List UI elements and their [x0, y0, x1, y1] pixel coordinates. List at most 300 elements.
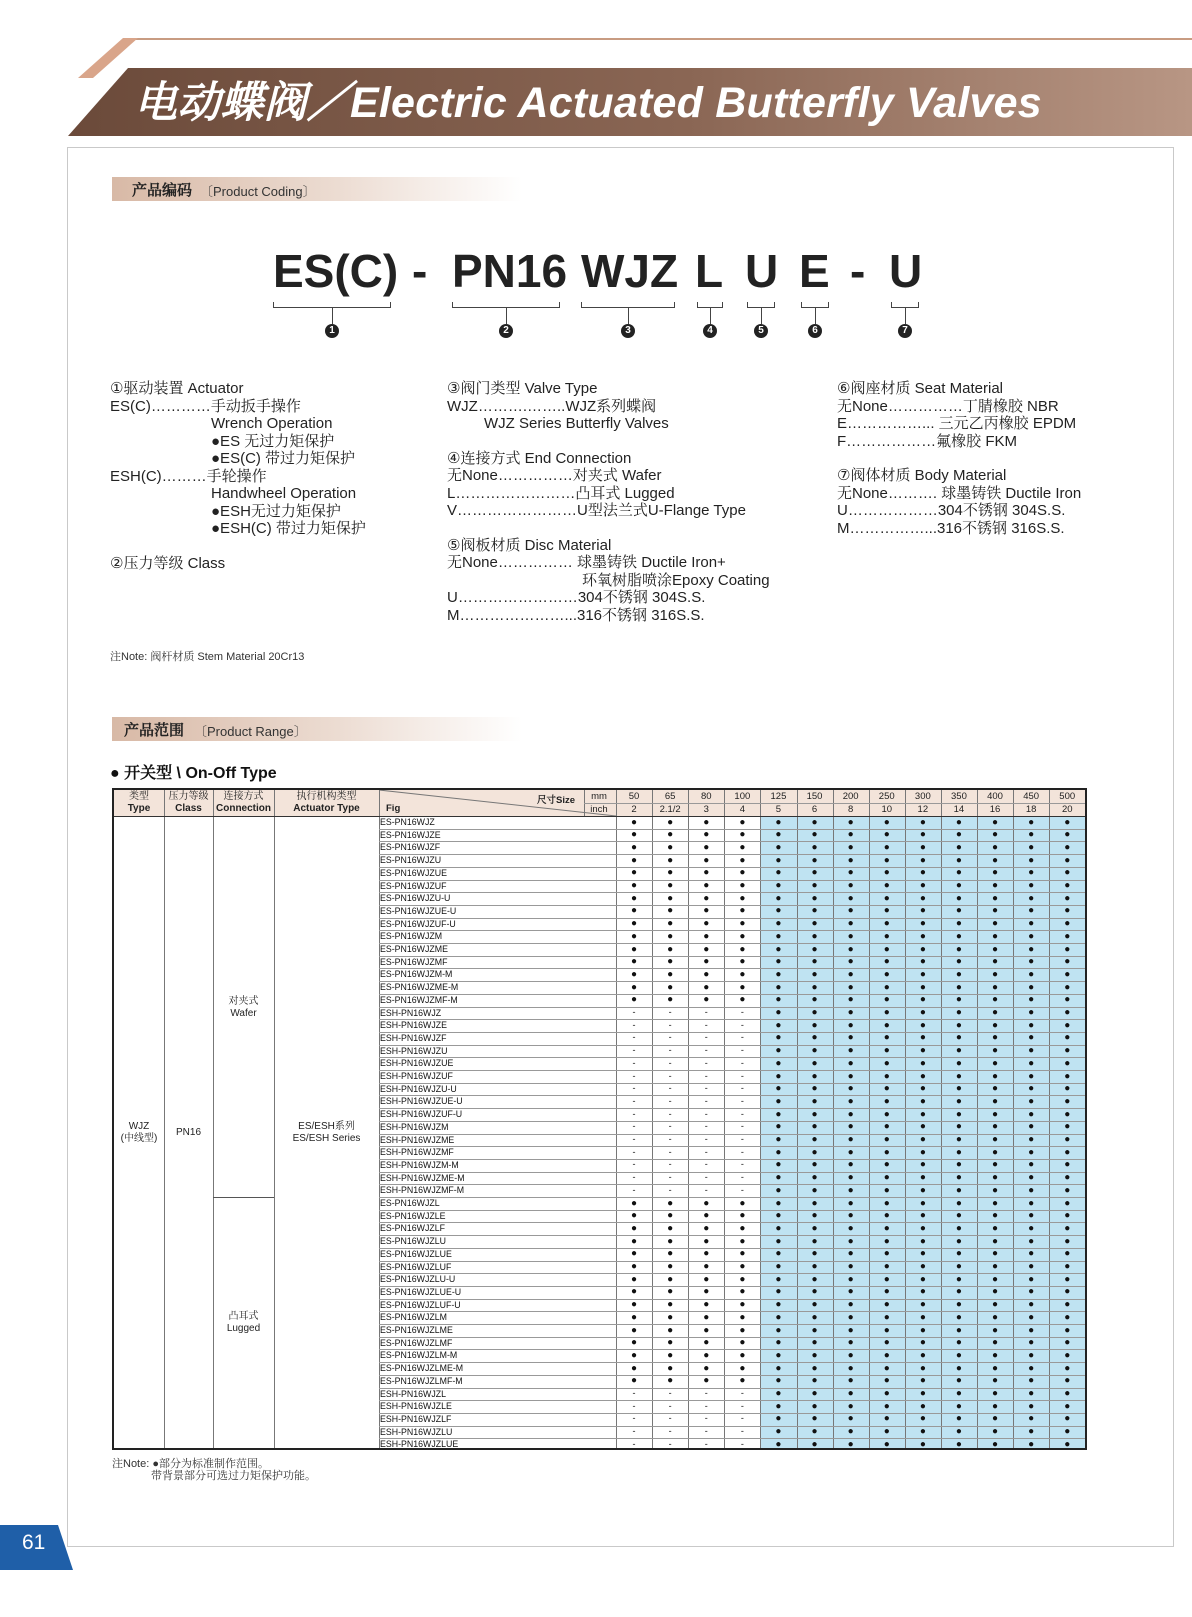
availability-mark: ●	[919, 880, 926, 891]
availability-mark: ●	[703, 1197, 710, 1209]
availability-mark: ●	[775, 1095, 782, 1107]
availability-mark: ●	[631, 968, 638, 980]
legend-line: ⑥阀座材质 Seat Material	[837, 380, 1003, 397]
size-inch-label: 6	[811, 804, 818, 815]
availability-mark: ●	[919, 1083, 926, 1095]
availability-mark: ●	[955, 854, 962, 866]
grid-line	[584, 803, 1085, 804]
table-row-fig: ESH-PN16WJZU-U	[380, 1083, 457, 1094]
availability-mark: ●	[847, 867, 854, 879]
availability-mark: ●	[811, 1400, 818, 1412]
availability-mark: ●	[667, 880, 674, 891]
availability-mark: ●	[667, 1222, 674, 1234]
availability-mark: ●	[775, 994, 782, 1006]
availability-mark: ●	[1028, 956, 1035, 968]
availability-mark: ●	[1064, 892, 1071, 904]
availability-mark: ●	[775, 1121, 782, 1133]
availability-mark: ●	[811, 1172, 818, 1184]
availability-mark: ●	[919, 1337, 926, 1349]
availability-mark: ●	[1064, 1070, 1071, 1082]
table-row-fig: ES-PN16WJZLU	[380, 1236, 446, 1247]
availability-mark: -	[632, 1146, 636, 1157]
availability-mark: ●	[1028, 1400, 1035, 1412]
availability-mark: ●	[1028, 1337, 1035, 1349]
availability-mark: ●	[1028, 1299, 1035, 1311]
table-row-fig: ES-PN16WJZMF	[380, 956, 448, 967]
availability-mark: ●	[775, 943, 782, 955]
availability-mark: ●	[739, 1235, 746, 1247]
availability-mark: ●	[775, 1337, 782, 1349]
availability-mark: ●	[955, 1007, 962, 1018]
availability-mark: -	[632, 1413, 636, 1424]
availability-mark: ●	[775, 1362, 782, 1374]
availability-mark: ●	[667, 841, 674, 853]
availability-mark: ●	[739, 994, 746, 1006]
availability-mark: ●	[667, 1286, 674, 1298]
size-mm-label: 80	[700, 791, 712, 802]
legend-line: ●ES 无过力矩保护	[211, 432, 335, 450]
availability-mark: ●	[1064, 943, 1071, 955]
legend-line: U………………304不锈钢 304S.S.	[837, 502, 1066, 519]
availability-mark: ●	[992, 1159, 999, 1171]
section-product-coding	[112, 177, 522, 201]
availability-mark: ●	[955, 1400, 962, 1412]
availability-mark: -	[740, 1146, 744, 1157]
availability-mark: ●	[811, 1349, 818, 1361]
availability-mark: ●	[1028, 1019, 1035, 1031]
availability-mark: -	[632, 1134, 636, 1144]
availability-mark: ●	[1028, 1057, 1035, 1069]
availability-mark: -	[632, 1388, 636, 1398]
availability-mark: ●	[992, 1083, 999, 1095]
size-mm-label: 500	[1059, 791, 1076, 802]
code-number-badge: 1	[325, 324, 339, 338]
size-mm-label: 250	[878, 791, 895, 802]
availability-mark: ●	[811, 1324, 818, 1336]
availability-mark: ●	[919, 1159, 926, 1171]
availability-mark: ●	[667, 1261, 674, 1272]
table-row-fig: ES-PN16WJZLE	[380, 1210, 446, 1221]
availability-mark: ●	[847, 981, 854, 993]
availability-mark: ●	[1028, 1261, 1035, 1272]
code-number-badge: 3	[621, 324, 635, 338]
grid-line	[164, 790, 165, 1448]
availability-mark: ●	[667, 981, 674, 993]
legend-line: ES(C)…………手动扳手操作	[110, 397, 301, 415]
availability-mark: ●	[1064, 816, 1071, 828]
availability-mark: ●	[667, 1197, 674, 1209]
size-inch-label: 12	[917, 804, 929, 815]
availability-mark: ●	[847, 1095, 854, 1107]
availability-mark: ●	[775, 1235, 782, 1247]
availability-mark: ●	[919, 1121, 926, 1133]
availability-mark: ●	[739, 867, 746, 879]
availability-mark: ●	[703, 1286, 710, 1298]
availability-mark: ●	[1064, 1210, 1071, 1222]
availability-mark: ●	[847, 1108, 854, 1120]
availability-mark: ●	[631, 905, 638, 917]
availability-mark: ●	[739, 1299, 746, 1311]
availability-mark: ●	[847, 816, 854, 828]
availability-mark: -	[704, 1095, 708, 1106]
availability-mark: ●	[811, 1083, 818, 1095]
availability-mark: ●	[955, 1172, 962, 1184]
availability-mark: ●	[847, 1197, 854, 1209]
availability-mark: ●	[739, 1210, 746, 1222]
availability-mark: ●	[883, 981, 890, 993]
header-connection-en: Connection	[216, 803, 271, 814]
size-inch-label: 20	[1061, 804, 1073, 815]
availability-mark: ●	[883, 1375, 890, 1387]
legend-valve	[447, 380, 770, 624]
availability-mark: ●	[667, 892, 674, 904]
code-connection: L	[695, 245, 724, 297]
availability-mark: ●	[919, 1248, 926, 1260]
availability-mark: ●	[811, 1134, 818, 1145]
availability-mark: ●	[775, 1108, 782, 1120]
availability-mark: ●	[955, 892, 962, 904]
availability-mark: ●	[703, 1222, 710, 1234]
availability-mark: ●	[631, 1349, 638, 1361]
legend-line: ⑦阀体材质 Body Material	[837, 467, 1007, 484]
availability-mark: -	[668, 1438, 672, 1449]
availability-mark: ●	[992, 1235, 999, 1247]
availability-mark: ●	[847, 1134, 854, 1145]
availability-mark: ●	[1028, 1197, 1035, 1209]
availability-mark: ●	[631, 1324, 638, 1336]
availability-mark: ●	[739, 1248, 746, 1260]
availability-mark: ●	[811, 930, 818, 942]
availability-mark: ●	[811, 968, 818, 980]
availability-mark: ●	[631, 1210, 638, 1222]
availability-mark: ●	[955, 1248, 962, 1260]
availability-mark: -	[632, 1057, 636, 1068]
availability-mark: ●	[1064, 1273, 1071, 1285]
availability-mark: ●	[631, 1375, 638, 1387]
availability-mark: ●	[811, 994, 818, 1006]
availability-mark: ●	[919, 1426, 926, 1438]
header-actuator	[274, 791, 379, 815]
availability-mark: ●	[1064, 1134, 1071, 1145]
availability-mark: ●	[631, 1235, 638, 1247]
size-inch-label: 5	[775, 804, 782, 815]
availability-mark: ●	[955, 1197, 962, 1209]
availability-mark: ●	[847, 892, 854, 904]
availability-mark: ●	[775, 1159, 782, 1171]
table-row-fig: ES-PN16WJZU	[380, 855, 442, 866]
availability-mark: ●	[847, 1146, 854, 1158]
availability-mark: ●	[703, 1261, 710, 1272]
availability-mark: ●	[667, 918, 674, 930]
code-dash: -	[850, 245, 866, 297]
availability-mark: ●	[1028, 1222, 1035, 1234]
page-number: 61	[22, 1531, 46, 1554]
connection-wafer-en: Wafer	[230, 1008, 257, 1019]
availability-mark: ●	[775, 1388, 782, 1399]
table-row-fig: ES-PN16WJZLM	[380, 1312, 447, 1323]
availability-mark: ●	[775, 1438, 782, 1450]
availability-mark: ●	[847, 930, 854, 942]
availability-mark: ●	[955, 994, 962, 1006]
legend-line: WJZ……….……..WJZ系列蝶阀	[447, 397, 657, 415]
availability-mark: ●	[775, 981, 782, 993]
availability-mark: -	[668, 1426, 672, 1437]
table-row-fig: ESH-PN16WJZUE-U	[380, 1096, 463, 1107]
availability-mark: ●	[992, 1273, 999, 1285]
availability-mark: ●	[883, 1070, 890, 1082]
legend-line: 无None……………丁腈橡胶 NBR	[837, 397, 1059, 415]
availability-mark: -	[740, 1095, 744, 1106]
availability-mark: -	[704, 1172, 708, 1183]
availability-mark: ●	[883, 1184, 890, 1196]
availability-mark: -	[704, 1083, 708, 1094]
table-row-fig: ESH-PN16WJZLF	[380, 1413, 452, 1424]
availability-mark: ●	[1028, 1121, 1035, 1133]
availability-mark: ●	[919, 905, 926, 917]
availability-mark: ●	[847, 854, 854, 866]
type-value: WJZ	[128, 1121, 150, 1132]
availability-mark: ●	[703, 1375, 710, 1387]
availability-mark: ●	[1028, 918, 1035, 930]
actuator-cell	[274, 1121, 379, 1145]
availability-mark: ●	[847, 829, 854, 841]
size-mm-label: 450	[1023, 791, 1040, 802]
availability-mark: ●	[775, 1134, 782, 1145]
availability-mark: -	[668, 1146, 672, 1157]
availability-mark: ●	[1028, 1273, 1035, 1285]
availability-mark: ●	[1028, 981, 1035, 993]
availability-mark: -	[632, 1121, 636, 1132]
availability-mark: ●	[955, 1299, 962, 1311]
availability-mark: ●	[992, 1400, 999, 1412]
availability-mark: ●	[992, 1438, 999, 1450]
availability-mark: ●	[703, 816, 710, 828]
availability-mark: ●	[811, 1057, 818, 1069]
availability-mark: ●	[703, 867, 710, 879]
availability-mark: ●	[1064, 1007, 1071, 1018]
availability-mark: ●	[919, 1197, 926, 1209]
availability-mark: ●	[1064, 1349, 1071, 1361]
availability-mark: ●	[775, 892, 782, 904]
availability-mark: ●	[883, 930, 890, 942]
availability-mark: ●	[739, 930, 746, 942]
size-mm-label: 50	[628, 791, 640, 802]
availability-mark: ●	[1064, 905, 1071, 917]
availability-mark: ●	[992, 1070, 999, 1082]
availability-mark: ●	[919, 1400, 926, 1412]
availability-mark: ●	[1064, 1172, 1071, 1184]
availability-mark: ●	[631, 880, 638, 891]
availability-mark: ●	[847, 1019, 854, 1031]
availability-mark: ●	[775, 1349, 782, 1361]
availability-mark: -	[668, 1045, 672, 1056]
availability-mark: ●	[955, 956, 962, 968]
availability-mark: ●	[1028, 1210, 1035, 1222]
availability-mark: ●	[1028, 1045, 1035, 1057]
availability-mark: ●	[667, 829, 674, 841]
availability-mark: -	[668, 1159, 672, 1170]
availability-mark: ●	[775, 1299, 782, 1311]
connection-wafer	[213, 996, 274, 1020]
availability-mark: -	[704, 1400, 708, 1411]
header-class	[164, 791, 213, 815]
availability-mark: -	[632, 1159, 636, 1170]
availability-mark: -	[632, 1400, 636, 1411]
availability-mark: ●	[919, 1070, 926, 1082]
legend-line: ●ES(C) 带过力矩保护	[211, 450, 356, 467]
availability-mark: ●	[703, 1210, 710, 1222]
product-range-table	[112, 788, 1087, 1450]
availability-mark: -	[632, 1172, 636, 1183]
table-row-fig: ESH-PN16WJZM	[380, 1121, 449, 1132]
availability-mark: ●	[631, 854, 638, 866]
availability-mark: ●	[1028, 829, 1035, 841]
table-row-fig: ESH-PN16WJZME-M	[380, 1172, 465, 1183]
size-inch-label: 2	[631, 804, 637, 815]
availability-mark: -	[704, 1070, 708, 1081]
availability-mark: ●	[1064, 829, 1071, 841]
availability-mark: ●	[775, 1426, 782, 1438]
availability-mark: -	[740, 1159, 744, 1170]
availability-mark: ●	[883, 1159, 890, 1171]
availability-mark: ●	[883, 1438, 890, 1450]
availability-mark: ●	[739, 905, 746, 917]
availability-mark: ●	[847, 1273, 854, 1285]
availability-mark: ●	[775, 1261, 782, 1272]
table-row-fig: ES-PN16WJZMF-M	[380, 994, 458, 1005]
availability-mark: ●	[883, 1349, 890, 1361]
availability-mark: -	[704, 1438, 708, 1449]
availability-mark: ●	[955, 930, 962, 942]
header-connection	[213, 791, 274, 815]
availability-mark: ●	[955, 1311, 962, 1323]
availability-mark: ●	[955, 1146, 962, 1158]
availability-mark: -	[740, 1184, 744, 1195]
availability-mark: ●	[847, 1286, 854, 1298]
availability-mark: -	[704, 1019, 708, 1030]
availability-mark: ●	[955, 1413, 962, 1425]
availability-mark: ●	[631, 816, 638, 828]
availability-mark: ●	[703, 943, 710, 955]
availability-mark: ●	[883, 1032, 890, 1044]
availability-mark: ●	[1064, 1400, 1071, 1412]
availability-mark: ●	[992, 930, 999, 942]
availability-mark: ●	[955, 1134, 962, 1145]
availability-mark: ●	[919, 1413, 926, 1425]
code-tick	[761, 308, 762, 324]
availability-mark: ●	[775, 1273, 782, 1285]
availability-mark: ●	[919, 1324, 926, 1336]
availability-mark: ●	[992, 1375, 999, 1387]
availability-mark: ●	[811, 1121, 818, 1133]
availability-mark: ●	[992, 829, 999, 841]
table-row-fig: ESH-PN16WJZUF-U	[380, 1109, 463, 1120]
table-row-fig: ES-PN16WJZLF	[380, 1223, 446, 1234]
availability-mark: ●	[955, 841, 962, 853]
availability-mark: ●	[955, 1045, 962, 1057]
availability-mark: ●	[992, 867, 999, 879]
availability-mark: ●	[775, 829, 782, 841]
availability-mark: ●	[1064, 1375, 1071, 1387]
table-row-fig: ESH-PN16WJZM-M	[380, 1159, 459, 1170]
availability-mark: ●	[811, 1184, 818, 1196]
availability-mark: ●	[811, 1337, 818, 1349]
availability-mark: ●	[667, 943, 674, 955]
availability-mark: ●	[919, 1222, 926, 1234]
availability-mark: ●	[955, 943, 962, 955]
availability-mark: ●	[883, 1324, 890, 1336]
availability-mark: ●	[631, 1197, 638, 1209]
availability-mark: ●	[811, 905, 818, 917]
availability-mark: ●	[992, 1286, 999, 1298]
availability-mark: ●	[775, 1210, 782, 1222]
size-inch-label: 2.1/2	[659, 804, 681, 815]
availability-mark: ●	[1028, 1438, 1035, 1450]
availability-mark: ●	[811, 1388, 818, 1399]
availability-mark: -	[668, 1083, 672, 1094]
availability-mark: ●	[631, 1299, 638, 1311]
availability-mark: ●	[811, 1222, 818, 1234]
availability-mark: -	[704, 1032, 708, 1043]
availability-mark: ●	[992, 981, 999, 993]
availability-mark: ●	[775, 1070, 782, 1082]
availability-mark: ●	[919, 1286, 926, 1298]
availability-mark: ●	[739, 918, 746, 930]
availability-mark: ●	[703, 994, 710, 1006]
availability-mark: ●	[992, 968, 999, 980]
availability-mark: ●	[883, 854, 890, 866]
availability-mark: ●	[919, 1172, 926, 1184]
availability-mark: ●	[667, 1375, 674, 1387]
availability-mark: ●	[1028, 867, 1035, 879]
availability-mark: ●	[883, 1007, 890, 1018]
legend-line: ESH(C)………手轮操作	[110, 467, 267, 485]
availability-mark: ●	[919, 1146, 926, 1158]
code-tick	[506, 308, 507, 324]
availability-mark: ●	[667, 1210, 674, 1222]
availability-mark: ●	[883, 1413, 890, 1425]
size-inch-label: 16	[989, 804, 1001, 815]
grid-line	[274, 790, 275, 1448]
availability-mark: -	[704, 1108, 708, 1119]
table-row-fig: ESH-PN16WJZME	[380, 1134, 455, 1145]
availability-mark: ●	[811, 1273, 818, 1285]
availability-mark: ●	[1028, 1070, 1035, 1082]
availability-mark: ●	[739, 1273, 746, 1285]
availability-mark: ●	[847, 1337, 854, 1349]
availability-mark: ●	[847, 1311, 854, 1323]
availability-mark: ●	[1028, 880, 1035, 891]
availability-mark: ●	[919, 1210, 926, 1222]
availability-mark: ●	[703, 956, 710, 968]
availability-mark: ●	[883, 1235, 890, 1247]
availability-mark: ●	[847, 841, 854, 853]
table-row-fig: ES-PN16WJZU-U	[380, 893, 451, 904]
availability-mark: ●	[992, 880, 999, 891]
availability-mark: ●	[919, 1438, 926, 1450]
availability-mark: ●	[883, 1095, 890, 1107]
availability-mark: ●	[883, 1273, 890, 1285]
availability-mark: ●	[919, 968, 926, 980]
availability-mark: ●	[992, 841, 999, 853]
availability-mark: ●	[883, 829, 890, 841]
availability-mark: -	[668, 1172, 672, 1183]
size-mm-label: 100	[734, 791, 751, 802]
availability-mark: ●	[919, 1362, 926, 1374]
availability-mark: ●	[775, 1019, 782, 1031]
availability-mark: ●	[775, 1413, 782, 1425]
availability-mark: ●	[1028, 905, 1035, 917]
